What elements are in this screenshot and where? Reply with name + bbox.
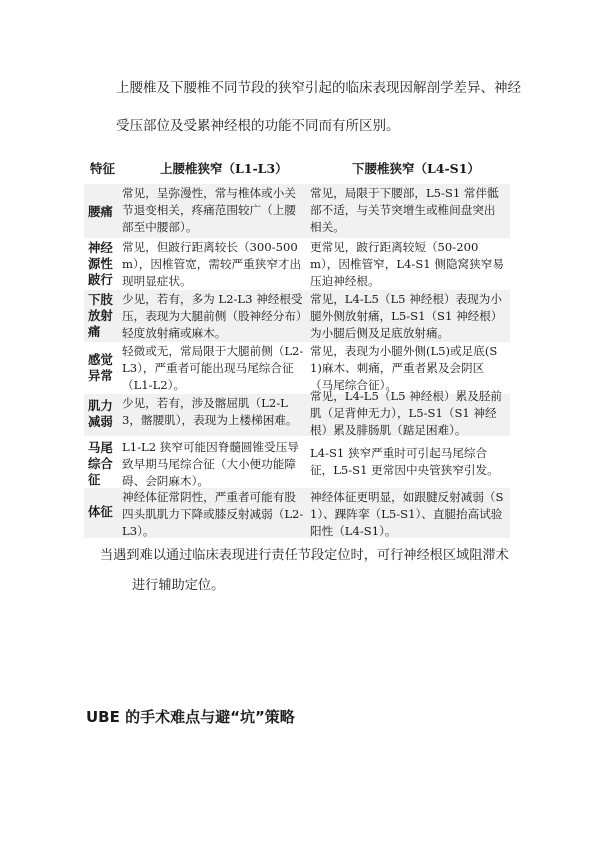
row-lower-cell: L4-S1 狭窄严重时可引起马尾综合征，L5-S1 更常因中央管狭窄引发。 [310, 446, 499, 477]
row-upper-cell: 常见，但跛行距离较长（300-500 m），因椎管宽，需较严重狭窄才出现明显症状。 [122, 240, 302, 288]
table-header-feature: 特征 [90, 161, 116, 176]
table-header-upper-lumbar: 上腰椎狭窄（L1-L3） [160, 161, 288, 176]
intro-paragraph-line1: 上腰椎及下腰椎不同节段的狭窄引起的临床表现因解剖学差异、神经 [116, 80, 521, 96]
row-upper-cell: 轻微或无，常局限于大腿前侧（L2-L3），严重者可能出现马尾综合征（L1-L2）。 [122, 344, 304, 392]
row-lower-cell: 神经体征更明显，如跟腱反射减弱（S1）、踝阵挛（L5-S1）、直腿抬高试验阳性（L4-S1）。 [310, 490, 504, 538]
closing-paragraph-line1: 当遇到难以通过临床表现进行责任节段定位时，可行神经根区域阻滞术 [100, 548, 509, 563]
row-lower-cell: 常见，L4-L5（L5 神经根）表现为小腿外侧放射痛，L5-S1（S1 神经根）为小腿后侧及足底放射痛。 [310, 292, 503, 340]
row-upper-cell: 少见，若有，涉及髂屈肌（L2-L3，髂腰肌），表现为上楼梯困难。 [122, 396, 298, 427]
row-feature: 腰痛 [88, 204, 113, 219]
row-upper-cell: 神经体征常阴性，严重者可能有股四头肌肌力下降或膝反射减弱（L2-L3）。 [122, 490, 304, 538]
closing-paragraph-line2: 进行辅助定位。 [132, 578, 225, 593]
intro-paragraph-line2: 受压部位及受累神经根的功能不同而有所区别。 [116, 118, 400, 134]
row-lower-cell: 更常见，跛行距离较短（50-200 m），因椎管窄，L4-S1 侧隐窝狭窄易压迫神经根。 [310, 240, 504, 288]
row-upper-cell: 常见，呈弥漫性，常与椎体或小关节退变相关，疼痛范围较广（上腰部至中腰部）。 [122, 186, 296, 234]
row-upper-cell: 少见，若有，多为 L2-L3 神经根受压，表现为大腿前侧（股神经分布）轻度放射痛或麻木。 [122, 292, 303, 340]
row-lower-cell: 常见，L4-L5（L5 神经根）累及胫前肌（足背伸无力），L5-S1（S1 神经根）累及腓肠肌（踮足困难）。 [310, 389, 502, 437]
row-feature: 肌力减弱 [88, 398, 113, 429]
row-lower-cell: 常见，表现为小腿外侧(L5)或足底(S1)麻木、刺痛，严重者累及会阴区（马尾综合征）。 [310, 344, 498, 392]
row-feature: 神经源性跛行 [88, 240, 113, 287]
row-upper-cell: L1-L2 狭窄可能因脊髓圆锥受压导致早期马尾综合征（大小便功能障碍、会阴麻木）。 [122, 440, 299, 488]
row-feature: 体征 [88, 504, 113, 519]
row-feature: 马尾综合征 [88, 440, 113, 487]
row-lower-cell: 常见，局限于下腰部，L5-S1 常伴骶部不适，与关节突增生或椎间盘突出相关。 [310, 186, 499, 234]
section-heading: UBE 的手术难点与避“坑”策略 [86, 708, 295, 726]
table-header-lower-lumbar: 下腰椎狭窄（L4-S1） [352, 161, 480, 176]
row-feature: 下肢放射痛 [88, 292, 113, 339]
row-feature: 感觉异常 [88, 352, 113, 383]
